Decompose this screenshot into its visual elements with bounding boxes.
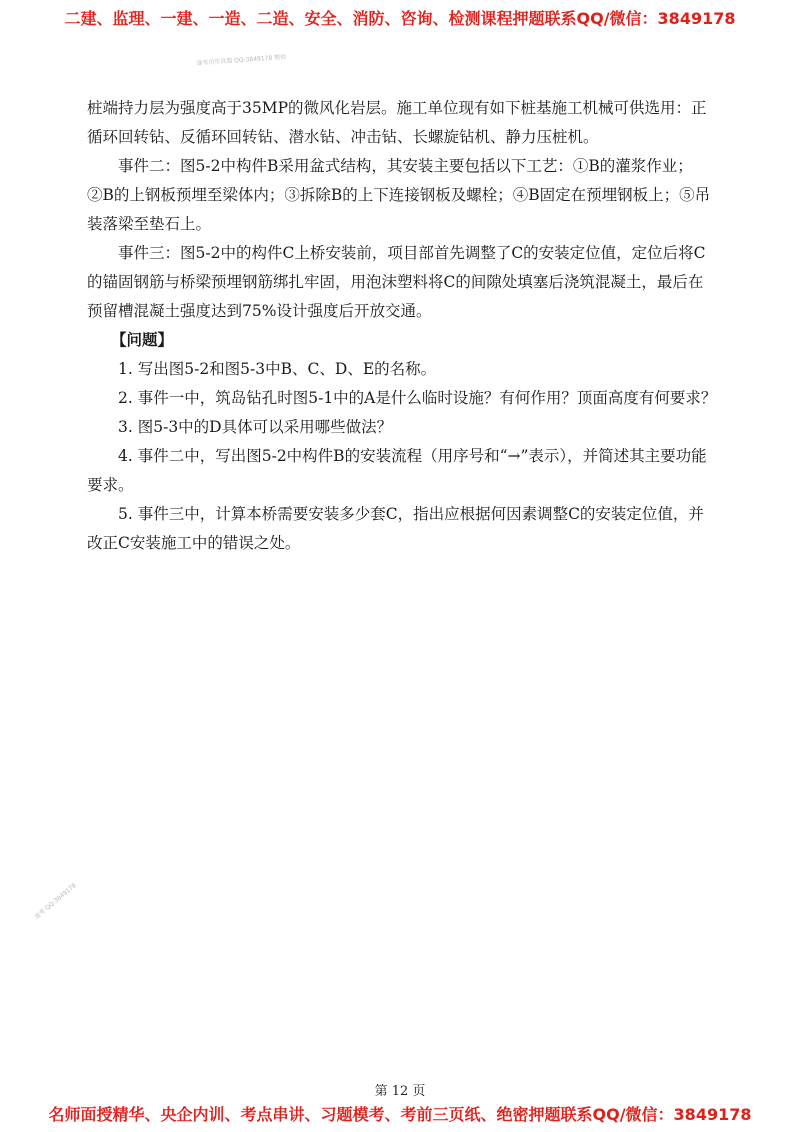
page-number: 第 12 页 [374,1084,426,1099]
question-1: 1. 写出图5-2和图5-3中B、C、D、E的名称。 [118,360,437,378]
problems-heading: 【问题】 [111,331,174,349]
document-body [87,94,717,558]
footer-banner: 名师面授精华、央企内训、考点串讲、习题模考、考前三页纸、绝密押题联系QQ/微信：3849178 [48,1105,752,1124]
question-2: 2. 事件一中，筑岛钻孔时图5-1中的A是什么临时设施？有何作用？顶面高度有何要求？ [118,389,717,407]
watermark-top: 速考历年真题 QQ:3849178 微信 [196,53,287,67]
question-5: 5. 事件三中，计算本桥需要安装多少套C，指出应根据何因素调整C的安装定位值，并改正C安装施工中的错误之处。 [87,505,704,552]
paragraph-event-three: 事件三：图5-2中的构件C上桥安装前，项目部首先调整了C的安装定位值，定位后将C的锚固钢筋与桥梁预埋钢筋绑扎牢固，用泡沫塑料将C的间隙处填塞后浇筑混凝土，最后在预留槽混凝土强度达到75%设计强度后开放交通。 [87,244,706,320]
question-3: 3. 图5-3中的D具体可以采用哪些做法？ [118,418,393,436]
header-banner: 二建、监理、一建、一造、二造、安全、消防、咨询、检测课程押题联系QQ/微信：3849178 [64,9,736,28]
paragraph-pile-bearing-layer: 桩端持力层为强度高于35MP的微风化岩层。施工单位现有如下桩基施工机械可供选用：正循环回转钻、反循环回转钻、潜水钻、冲击钻、长螺旋钻机、静力压桩机。 [87,99,707,146]
watermark-side: 速考 QQ:3849178 [33,882,78,921]
paragraph-event-two: 事件二：图5-2中构件B采用盆式结构，其安装主要包括以下工艺：①B的灌浆作业；②B的上钢板预埋至梁体内；③拆除B的上下连接钢板及螺栓；④B固定在预埋钢板上；⑤吊装落梁至垫石上。 [87,157,711,233]
question-4: 4. 事件二中，写出图5-2中构件B的安装流程（用序号和“→”表示），并简述其主要功能要求。 [87,447,707,494]
